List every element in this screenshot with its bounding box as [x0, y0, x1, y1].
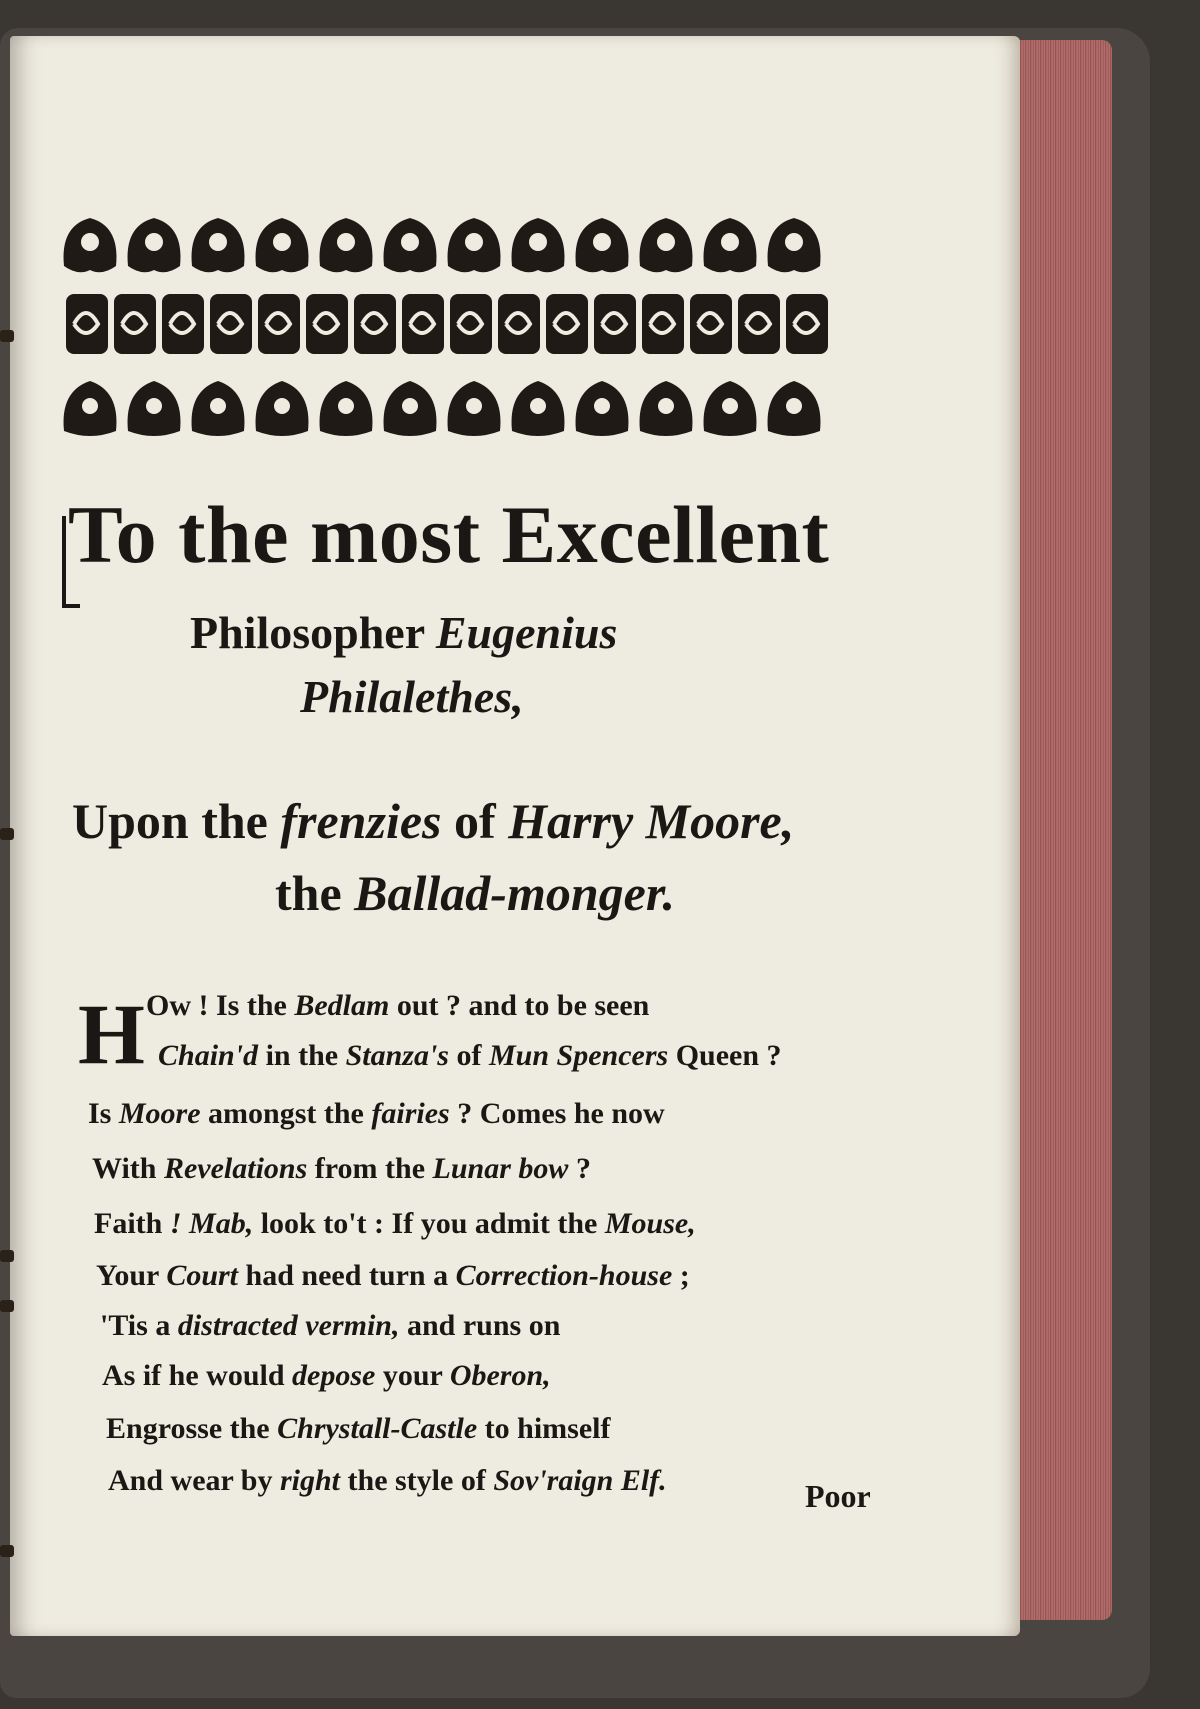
- occasion-name: Harry Moore,: [508, 793, 795, 849]
- verse-segment: Chrystall-Castle: [277, 1412, 478, 1445]
- verse-line: [100, 1311, 560, 1341]
- occasion-line-2: [275, 864, 835, 922]
- verse-segment: As if he would: [102, 1359, 293, 1392]
- binding-thread: [0, 1545, 14, 1557]
- verse-segment: and runs on: [399, 1309, 561, 1342]
- binding-thread: [0, 330, 14, 342]
- book-page: [10, 36, 1020, 1636]
- verse-segment: Oberon,: [449, 1359, 551, 1392]
- verse-segment: With: [92, 1152, 164, 1185]
- verse-segment: Revelations: [163, 1152, 308, 1185]
- verse-line: [106, 1414, 610, 1444]
- dedication-title: To the most Excellent: [68, 489, 830, 580]
- verse-segment: depose: [292, 1359, 376, 1392]
- verse-segment: from the: [307, 1152, 433, 1185]
- printers-ornament-band: [58, 206, 828, 441]
- catchword: Poor: [805, 1478, 871, 1514]
- verse-segment: Engrosse the: [106, 1412, 278, 1445]
- verse-segment: Ow ! Is the: [146, 989, 295, 1022]
- verse-segment: distracted vermin,: [177, 1309, 400, 1342]
- verse-segment: Sov'raign Elf.: [493, 1464, 667, 1497]
- occasion-of: of: [441, 793, 509, 849]
- verse-segment: Your: [96, 1259, 167, 1292]
- verse-segment: Lunar bow: [432, 1152, 569, 1185]
- verse-line: [92, 1154, 591, 1184]
- binding-thread: [0, 1300, 14, 1312]
- verse-segment: Is: [88, 1097, 119, 1130]
- verse-segment: 'Tis a: [100, 1309, 178, 1342]
- verse-line: [108, 1466, 667, 1496]
- verse-segment: ? Comes he now: [449, 1097, 665, 1130]
- verse-segment: the style of: [340, 1464, 494, 1497]
- verse-segment: in the: [258, 1039, 346, 1072]
- occasion-line-1: [72, 792, 872, 850]
- dedicatee-line-1: [190, 606, 790, 659]
- drop-cap: H: [78, 986, 145, 1082]
- verse-segment: Queen ?: [668, 1039, 782, 1072]
- verse-line: [88, 1099, 665, 1129]
- verse-segment: Mouse,: [604, 1207, 696, 1240]
- occasion-ballad-monger: Ballad-monger.: [354, 865, 676, 921]
- verse-segment: Bedlam: [294, 989, 390, 1022]
- verse-segment: amongst the: [200, 1097, 372, 1130]
- occasion-frenzies: frenzies: [280, 793, 442, 849]
- verse-segment: to himself: [477, 1412, 611, 1445]
- verse-segment: Court: [166, 1259, 239, 1292]
- verse-segment: Chain'd: [158, 1039, 259, 1072]
- occasion-the: the: [275, 865, 355, 921]
- binding-thread: [0, 1250, 14, 1262]
- verse-segment: right: [279, 1464, 341, 1497]
- dedicatee-role: Philosopher: [190, 607, 436, 658]
- verse-segment: Moore: [118, 1097, 201, 1130]
- verse-line: [94, 1209, 696, 1239]
- page-edges: [1010, 40, 1112, 1620]
- verse-segment: ?: [568, 1152, 591, 1185]
- verse-segment: ! Mab,: [169, 1207, 254, 1240]
- verse-segment: Faith: [94, 1207, 170, 1240]
- verse-segment: ;: [672, 1259, 690, 1292]
- verse-line: [96, 1261, 690, 1291]
- verse-segment: out ? and to be seen: [389, 989, 650, 1022]
- binding-thread: [0, 828, 14, 840]
- verse-segment: Correction-house: [455, 1259, 673, 1292]
- verse-line: [102, 1361, 551, 1391]
- verse-line: [146, 991, 649, 1021]
- verse-segment: of: [448, 1039, 489, 1072]
- verse-segment: And wear by: [108, 1464, 280, 1497]
- verse-segment: your: [375, 1359, 450, 1392]
- dedicatee-surname: Philalethes,: [300, 671, 524, 722]
- verse-segment: had need turn a: [238, 1259, 456, 1292]
- verse-segment: Mun Spencers: [488, 1039, 669, 1072]
- verse-segment: look to't : If you admit the: [253, 1207, 605, 1240]
- verse-line: [158, 1041, 782, 1071]
- dedicatee-first-name: Eugenius: [435, 607, 618, 658]
- verse-segment: fairies: [371, 1097, 450, 1130]
- occasion-upon: Upon the: [72, 793, 281, 849]
- verse-segment: Stanza's: [345, 1039, 449, 1072]
